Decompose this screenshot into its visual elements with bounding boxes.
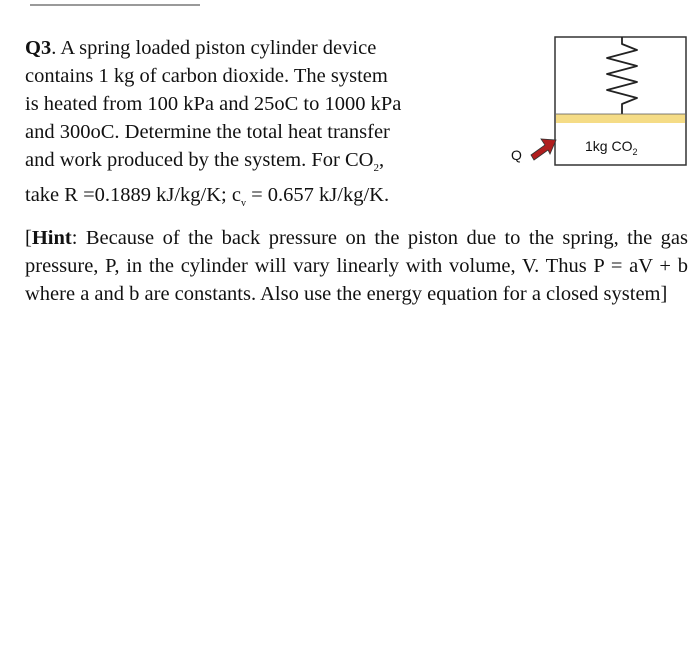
co2-subscript: 2 bbox=[373, 162, 379, 175]
piston-cylinder-diagram bbox=[0, 0, 700, 230]
heat-arrow-icon bbox=[531, 139, 556, 160]
cv-subscript: v bbox=[240, 198, 246, 210]
question-line-3: is heated from 100 kPa and 25oC to 1000 kPa bbox=[25, 93, 402, 115]
hint-paragraph: [Hint: Because of the back pressure on the piston due to the spring, the gas pressure, P, in the cylinder will vary linearly with volume, V. Thus P = aV + b where a and b are constants. Also use the energy equation for a closed system] bbox=[25, 227, 688, 305]
heat-label: Q bbox=[511, 147, 522, 163]
question-line-5: and work produced by the system. For $CO_2$, bbox=[25, 149, 385, 175]
question-number: Q3 bbox=[25, 37, 52, 59]
question-line-6: take R =0.1889 kJ/kg/K; $c_v = 0.657$ kJ/kg/K. bbox=[25, 184, 390, 210]
hint-text: : Because of the back pressure on the piston due to the spring, the gas pressure, P, in the cylinder will vary linearly with volume, V. Thus P = aV + b where a and b are constants. Also use the energy equation for a closed system] bbox=[25, 227, 688, 305]
question-line-1: Q3. A spring loaded piston cylinder device bbox=[25, 37, 377, 59]
piston bbox=[556, 114, 685, 123]
question-line-2: contains 1 kg of carbon dioxide. The system bbox=[25, 65, 388, 87]
question-line-4: and 300oC. Determine the total heat transfer bbox=[25, 121, 390, 143]
gas-label: 1kg $CO_2$ bbox=[585, 138, 638, 157]
hint-label: Hint bbox=[31, 227, 72, 249]
spring-icon bbox=[607, 37, 637, 114]
